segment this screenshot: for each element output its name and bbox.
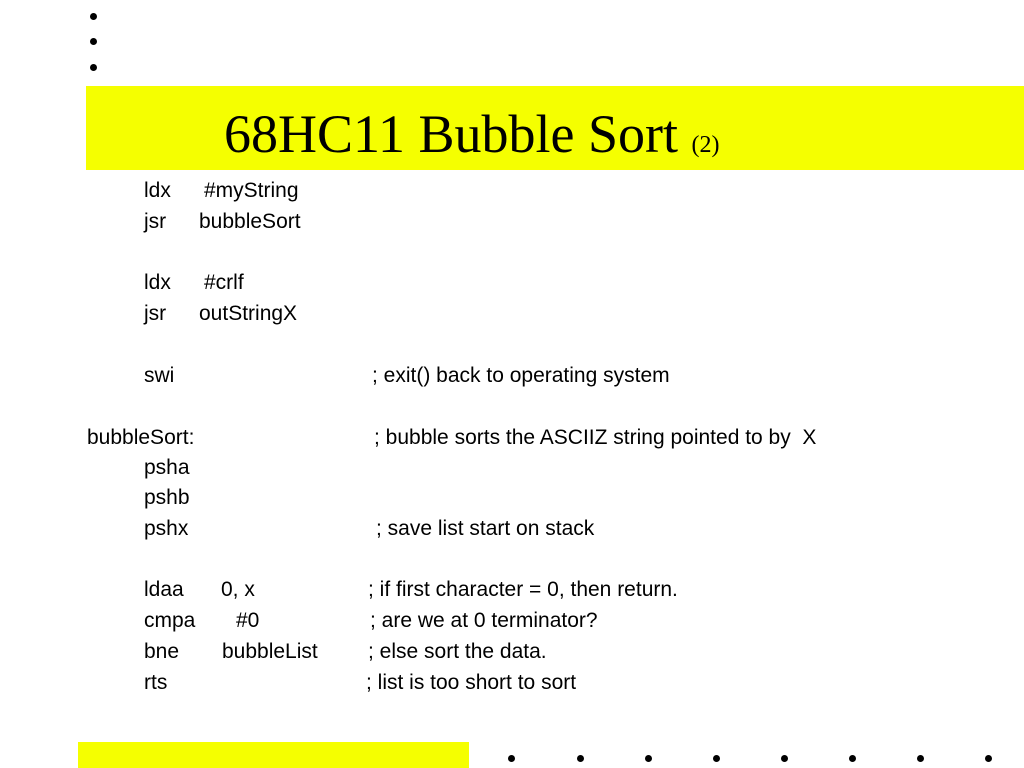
code-arg: outStringX — [199, 302, 298, 325]
code-comment: ; are we at 0 terminator? — [370, 609, 598, 632]
code-op: swi — [144, 364, 175, 387]
slide-title-suffix: (2) — [691, 132, 720, 158]
code-comment: ; else sort the data. — [368, 640, 547, 663]
footer-band — [78, 742, 469, 768]
footer-dot — [917, 755, 924, 762]
code-label: bubbleSort: — [87, 426, 195, 449]
code-op: cmpa — [144, 609, 196, 632]
code-arg: #0 — [236, 609, 260, 632]
footer-dot — [781, 755, 788, 762]
footer-dot — [645, 755, 652, 762]
code-comment: ; list is too short to sort — [366, 671, 577, 694]
code-op: pshb — [144, 486, 190, 509]
code-op: pshx — [144, 517, 189, 540]
code-arg: bubbleSort — [199, 210, 301, 233]
code-op: ldx — [144, 179, 171, 202]
code-comment: ; save list start on stack — [376, 517, 595, 540]
code-comment: ; bubble sorts the ASCIIZ string pointed to by X — [374, 426, 817, 449]
footer-dot — [985, 755, 992, 762]
code-arg: #crlf — [204, 271, 244, 294]
code-arg: #myString — [204, 179, 299, 202]
code-op: bne — [144, 640, 180, 663]
footer-dot — [713, 755, 720, 762]
code-op: psha — [144, 456, 190, 479]
code-op: ldaa — [144, 578, 184, 601]
code-arg: bubbleList — [222, 640, 318, 663]
footer-dot — [849, 755, 856, 762]
code-comment: ; if first character = 0, then return. — [368, 578, 678, 601]
code-op: jsr — [144, 302, 167, 325]
footer-dot — [577, 755, 584, 762]
slide-title-text: 68HC11 Bubble Sort — [224, 104, 679, 164]
code-comment: ; exit() back to operating system — [372, 364, 670, 387]
code-op: rts — [144, 671, 168, 694]
code-op: ldx — [144, 271, 171, 294]
code-op: jsr — [144, 210, 167, 233]
code-arg: 0, x — [221, 578, 255, 601]
footer-dot — [508, 755, 515, 762]
